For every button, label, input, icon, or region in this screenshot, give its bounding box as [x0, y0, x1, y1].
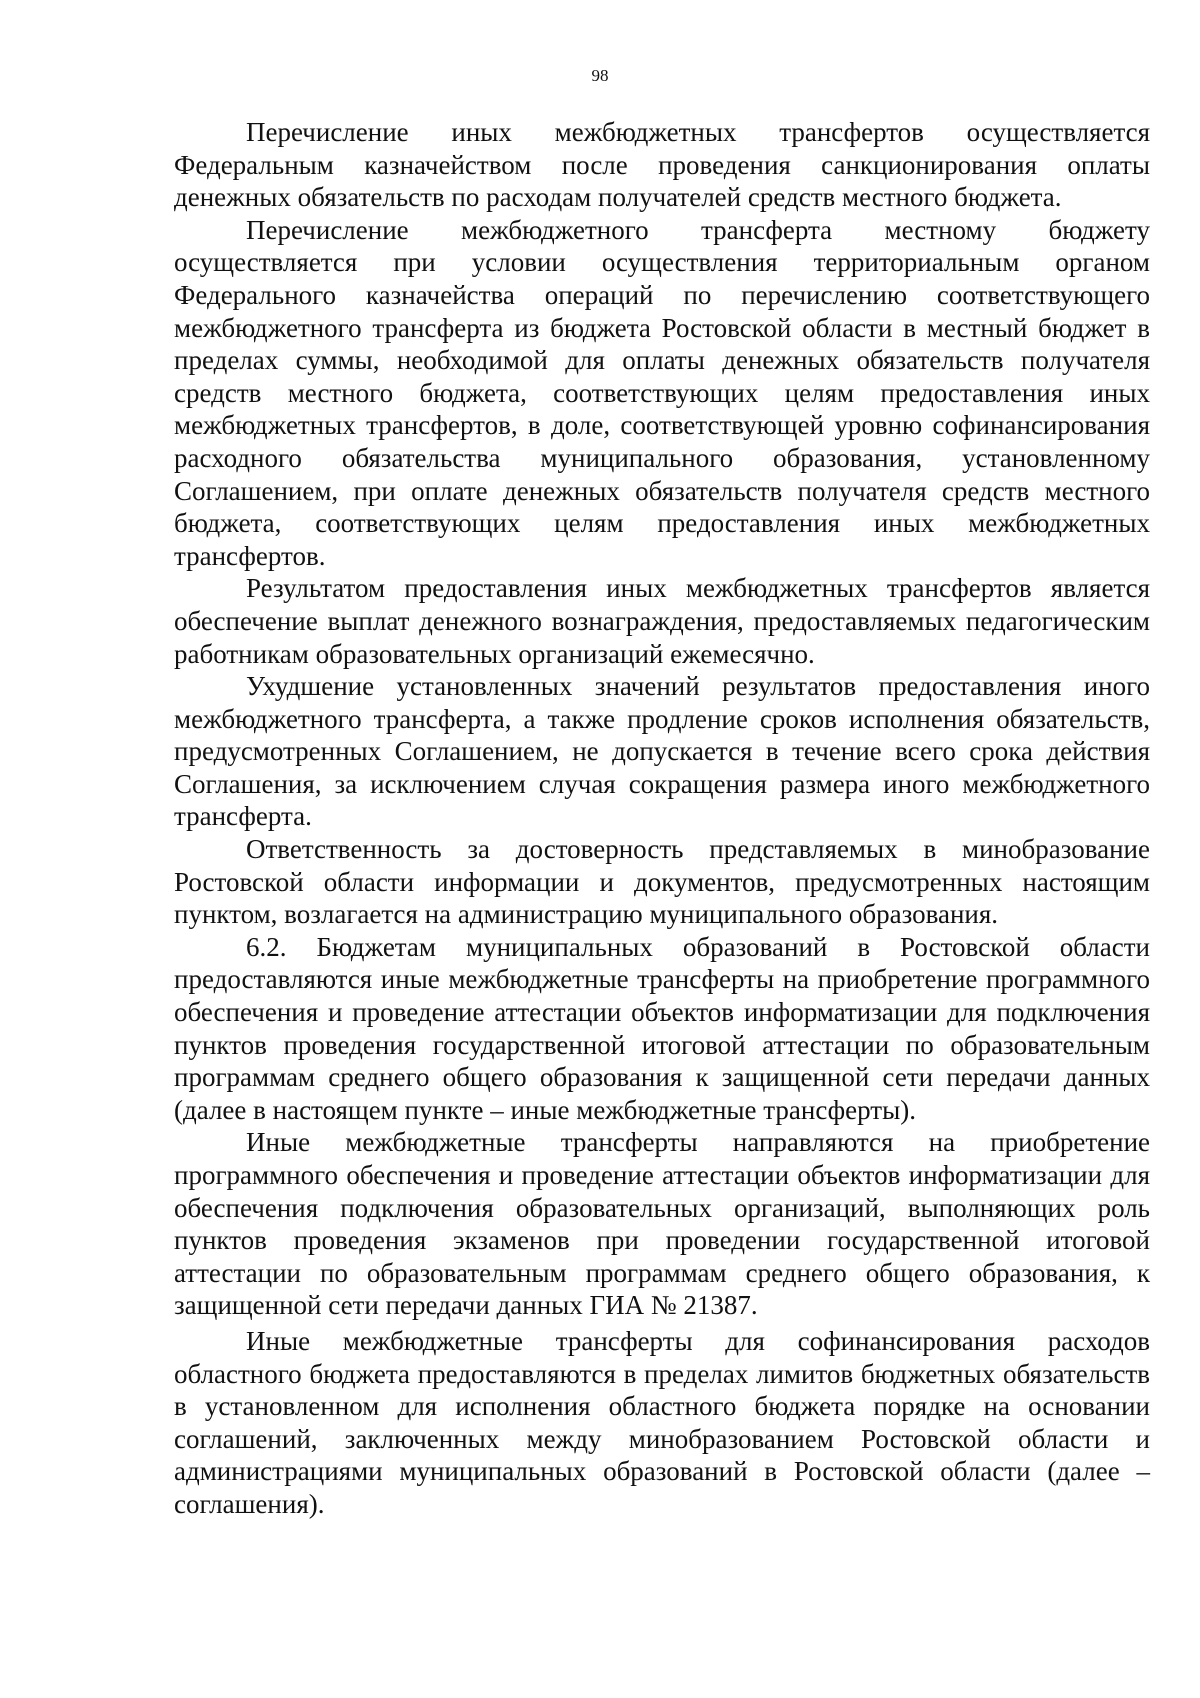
- paragraph-results-deterioration: Ухудшение установленных значений результатов предоставления иного межбюджетного трансферта, а также продление сроков исполнения обязательств, предусмотренных Соглашением, не допускается в течение всего срока действия Соглашения, за исключением случая сокращения размера иного межбюджетного трансферта.: [174, 671, 1150, 832]
- paragraph-transfer-via-treasury: Перечисление иных межбюджетных трансфертов осуществляется Федеральным казначейством после проведения санкционирования оплаты денежных обязательств по расходам получателей средств местного бюджета.: [174, 117, 1150, 213]
- page-number: 98: [591, 66, 609, 85]
- paragraph-cofinancing: Иные межбюджетные трансферты для софинансирования расходов областного бюджета предоставляются в пределах лимитов бюджетных обязательств в установленном для исполнения областного бюджета порядке на основании соглашений, заключенных между минобразованием Ростовской области и администрациями муниципальных образований в Ростовской области (далее – соглашения).: [174, 1325, 1150, 1519]
- paragraph-responsibility: Ответственность за достоверность представляемых в минобразование Ростовской области информации и документов, предусмотренных настоящим пунктом, возлагается на администрацию муниципального образования.: [174, 834, 1150, 930]
- paragraph-transfer-conditions: Перечисление межбюджетного трансферта местному бюджету осуществляется при условии осуществления территориальным органом Федерального казначейства операций по перечислению соответствующего межбюджетного трансферта из бюджета Ростовской области в местный бюджет в пределах суммы, необходимой для оплаты денежных обязательств получателя средств местного бюджета, соответствующих целям предоставления иных межбюджетных трансфертов, в доле, соответствующей уровню софинансирования расходного обязательства муниципального образования, установленному Соглашением, при оплате денежных обязательств получателя средств местного бюджета, соответствующих целям предоставления иных межбюджетных трансфертов.: [174, 214, 1150, 571]
- paragraph-transfer-result: Результатом предоставления иных межбюджетных трансфертов является обеспечение выплат денежного вознаграждения, предоставляемых педагогическим работникам образовательных организаций ежемесячно.: [174, 573, 1150, 669]
- document-body: [174, 116, 1150, 1521]
- paragraph-section-6-2: 6.2. Бюджетам муниципальных образований в Ростовской области предоставляются иные межбюджетные трансферты на приобретение программного обеспечения и проведение аттестации объектов информатизации для подключения пунктов проведения государственной итоговой аттестации по образовательным программам среднего общего образования к защищенной сети передачи данных (далее в настоящем пункте – иные межбюджетные трансферты).: [174, 931, 1150, 1125]
- paragraph-transfer-purpose: Иные межбюджетные трансферты направляются на приобретение программного обеспечения и проведение аттестации объектов информатизации для обеспечения подключения образовательных организаций, выполняющих роль пунктов проведения экзаменов при проведении государственной итоговой аттестации по образовательным программам среднего общего образования, к защищенной сети передачи данных ГИА № 21387.: [174, 1127, 1150, 1321]
